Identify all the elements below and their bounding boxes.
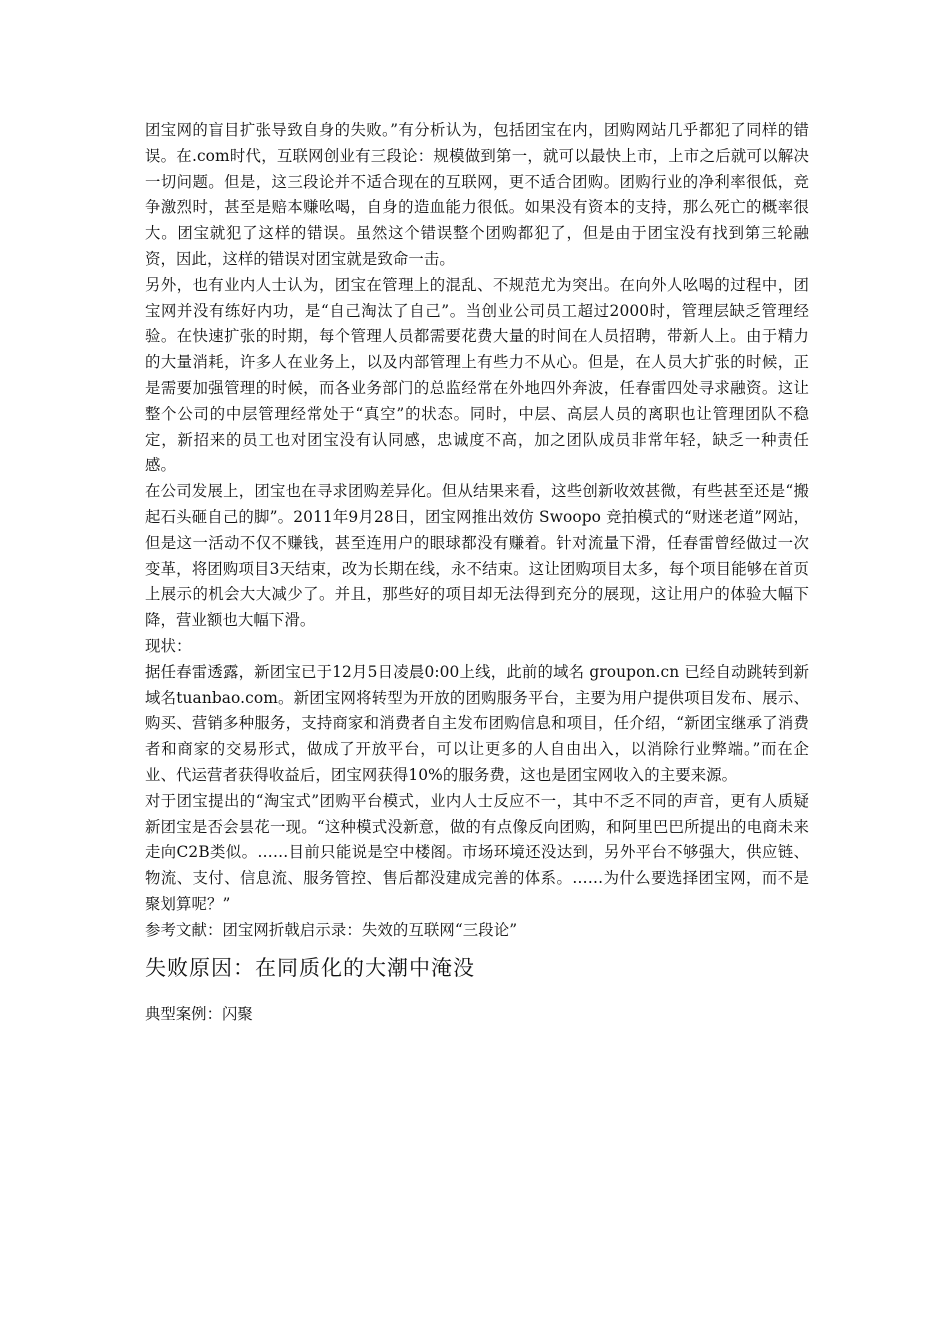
paragraph-differentiation: 在公司发展上，团宝也在寻求团购差异化。但从结果来看，这些创新收效甚微，有些甚至还是“搬起石头砸自己的脚”。2011年9月28日，团宝网推出效仿 Swoopo 竞拍模式的“财迷老道”网站，但是这一活动不仅不赚钱，甚至连用户的眼球都没有赚着。针对流量下滑，任春雷曾经做过一次变革，将团购项目3天结束，改为长期在线，永不结束。这让团购项目太多，每个项目能够在首页上展示的机会大大减少了。并且，那些好的项目却无法得到充分的展现，这让用户的体验大幅下降，营业额也大幅下滑。 [145,482,809,630]
paragraph-overexpansion: 团宝网的盲目扩张导致自身的失败。”有分析认为，包括团宝在内，团购网站几乎都犯了同样的错误。在.com时代，互联网创业有三段论：规模做到第一，就可以最快上市，上市之后就可以解决一切问题。但是，这三段论并不适合现在的互联网，更不适合团购。团购行业的净利率很低，竞争激烈时，甚至是赔本赚吆喝，自身的造血能力很低。如果没有资本的支持，那么死亡的概率很大。团宝就犯了这样的错误。虽然这个错误整个团购都犯了，但是由于团宝没有找到第三轮融资，因此，这样的错误对团宝就是致命一击。 [145,121,809,268]
paragraph-relaunch: 据任春雷透露，新团宝已于12月5日凌晨0:00上线，此前的域名 groupon.cn 已经自动跳转到新域名tuanbao.com。新团宝网将转型为开放的团购服务平台，主要为用户提供项目发布、展示、购买、营销多种服务，支持商家和消费者自主发布团购信息和项目，任介绍，“新团宝继承了消费者和商家的交易形式，做成了开放平台，可以让更多的人自由出入，以消除行业弊端。”而在企业、代运营者获得收益后，团宝网获得10%的服务费，这也是团宝网收入的主要来源。 [145,662,809,784]
paragraph-management: 另外，也有业内人士认为，团宝在管理上的混乱、不规范尤为突出。在向外人吆喝的过程中，团宝网并没有练好内功，是“自己淘汰了自己”。当创业公司员工超过2000时，管理层缺乏管理经验。在快速扩张的时期，每个管理人员都需要花费大量的时间在人员招聘，带新人上。由于精力的大量消耗，许多人在业务上，以及内部管理上有些力不从心。但是，在人员大扩张的时候，正是需要加强管理的时候，而各业务部门的总监经常在外地四外奔波，任春雷四处寻求融资。这让整个公司的中层管理经常处于“真空”的状态。同时，中层、高层人员的离职也让管理团队不稳定，新招来的员工也对团宝没有认同感，忠诚度不高，加之团队成员非常年轻，缺乏一种责任感。 [145,275,809,475]
section-heading: 失败原因：在同质化的大潮中淹没 [145,955,475,980]
document-page [145,118,809,1027]
case-subheading: 典型案例：闪聚 [145,1004,253,1023]
paragraph-reference: 参考文献：团宝网折戟启示录：失效的互联网“三段论” [145,920,518,939]
paragraph-industry-reaction: 对于团宝提出的“淘宝式”团购平台模式，业内人士反应不一，其中不乏不同的声音，更有人质疑新团宝是否会昙花一现。“这种模式没新意，做的有点像反向团购，和阿里巴巴所提出的电商未来走向C2B类似。……目前只能说是空中楼阁。市场环境还没达到，另外平台不够强大，供应链、物流、支付、信息流、服务管控、售后都没建成完善的体系。……为什么要选择团宝网，而不是聚划算呢？” [145,791,809,913]
paragraph-status-label: 现状： [145,636,192,655]
